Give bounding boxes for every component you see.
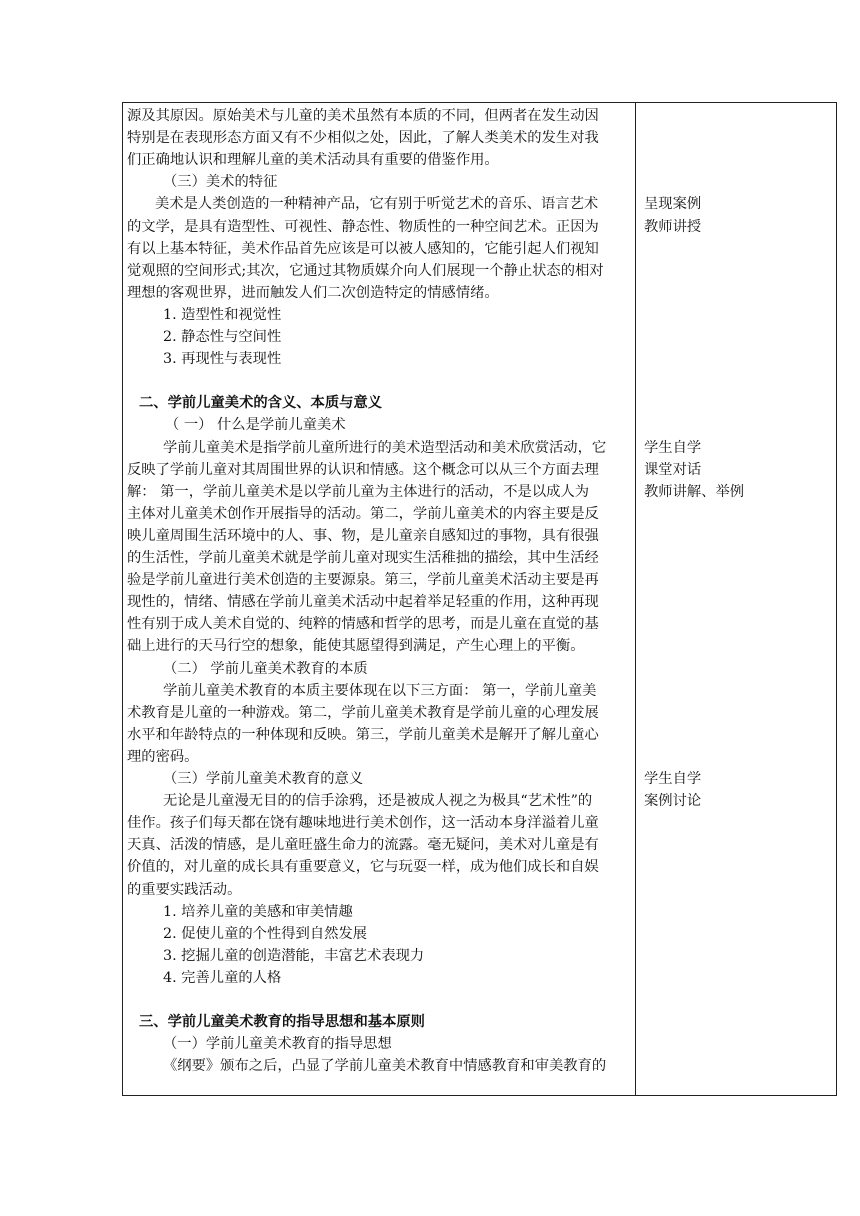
text-line: 美术是人类创造的一种精神产品，它有别于听觉艺术的音乐、语言艺术 [155, 196, 599, 213]
text-line: 现性的，情绪、情感在学前儿童美术活动中起着举足轻重的作用，这种再现 [127, 594, 599, 611]
text-line: 3. 挖掘儿童的创造潜能，丰富艺术表现力 [163, 947, 425, 964]
text-line: 理想的客观世界，进而触发人们二次创造特定的情感情绪。 [127, 284, 499, 301]
text-line: 的文学，是具有造型性、可视性、静态性、物质性的一种空间艺术。正因为 [127, 218, 599, 235]
text-line: 的重要实践活动。 [127, 881, 242, 898]
text-line: 学前儿童美术教育的本质主要体现在以下三方面： 第一，学前儿童美 [163, 682, 597, 699]
text-line: （二） 学前儿童美术教育的本质 [163, 660, 368, 677]
teaching-method-note: 学生自学 [644, 771, 702, 787]
text-line: （ 一） 什么是学前儿童美术 [165, 417, 346, 434]
section-heading: 三、学前儿童美术教育的指导思想和基本原则 [139, 1014, 425, 1031]
teaching-method-note: 教师讲授 [644, 218, 702, 235]
text-line: 4. 完善儿童的人格 [163, 969, 282, 986]
text-line: 主体对儿童美术创作开展指导的活动。第二，学前儿童美术的内容主要是反 [127, 505, 599, 522]
text-line: 础上进行的天马行空的想象，能使其愿望得到满足，产生心理上的平衡。 [127, 638, 585, 655]
text-line: 有以上基本特征，美术作品首先应该是可以被人感知的，它能引起人们视知 [127, 240, 599, 257]
section-heading: 二、学前儿童美术的含义、本质与意义 [139, 395, 383, 412]
teaching-method-note: 呈现案例 [644, 196, 702, 213]
text-line: 特别是在表现形态方面又有不少相似之处，因此，了解人类美术的发生对我 [127, 130, 599, 147]
text-line: （一）学前儿童美术教育的指导思想 [163, 1036, 392, 1053]
teaching-method-note: 学生自学 [644, 439, 702, 456]
text-line: 验是学前儿童进行美术创造的主要源泉。第三，学前儿童美术活动主要是再 [127, 572, 599, 589]
text-line: 源及其原因。原始美术与儿童的美术虽然有本质的不同，但两者在发生动因 [127, 108, 599, 124]
teaching-method-note: 案例讨论 [644, 793, 702, 810]
text-line: 无论是儿童漫无目的的信手涂鸦，还是被成人视之为极具“艺术性”的 [163, 793, 593, 810]
text-line: 们正确地认识和理解儿童的美术活动具有重要的借鉴作用。 [127, 152, 499, 169]
text-line: （三）学前儿童美术教育的意义 [163, 771, 364, 787]
text-line: 映儿童周围生活环境中的人、事、物，是儿童亲自感知过的事物，具有很强 [127, 527, 599, 544]
text-line: 解： 第一，学前儿童美术是以学前儿童为主体进行的活动，不是以成人为 [127, 483, 590, 500]
text-line: 反映了学前儿童对其周围世界的认识和情感。这个概念可以从三个方面去理 [127, 461, 599, 478]
text-line: 2. 促使儿童的个性得到自然发展 [163, 925, 368, 942]
text-line: 价值的，对儿童的成长具有重要意义，它与玩耍一样，成为他们成长和自娱 [127, 859, 599, 876]
text-line: 佳作。孩子们每天都在饶有趣味地进行美术创作，这一活动本身洋溢着儿童 [127, 815, 599, 832]
text-line: 术教育是儿童的一种游戏。第二，学前儿童美术教育是学前儿童的心理发展 [127, 704, 599, 721]
text-line: 天真、活泼的情感，是儿童旺盛生命力的流露。毫无疑问，美术对儿童是有 [127, 837, 599, 854]
text-line: 3. 再现性与表现性 [163, 351, 282, 368]
text-line: 1. 造型性和视觉性 [163, 306, 282, 323]
text-line: 2. 静态性与空间性 [163, 329, 282, 345]
text-line: 水平和年龄特点的一种体现和反映。第三，学前儿童美术是解开了解儿童心 [127, 726, 599, 743]
text-line: 1. 培养儿童的美感和审美情趣 [163, 903, 353, 920]
text-line: （三）美术的特征 [163, 174, 278, 191]
text-line: 学前儿童美术是指学前儿童所进行的美术造型活动和美术欣赏活动，它 [163, 439, 607, 456]
column-divider [635, 102, 636, 1096]
lesson-plan-table [122, 102, 860, 1098]
text-line: 的生活性，学前儿童美术就是学前儿童对现实生活稚拙的描绘，其中生活经 [127, 550, 599, 566]
teaching-method-note: 教师讲解、举例 [644, 483, 745, 500]
text-line: 觉观照的空间形式;其次，它通过其物质媒介向人们展现一个静止状态的相对 [127, 262, 604, 279]
text-line: 理的密码。 [127, 748, 199, 765]
text-line: 《纲要》颁布之后，凸显了学前儿童美术教育中情感教育和审美教育的 [163, 1058, 607, 1075]
teaching-method-note: 课堂对话 [644, 461, 702, 478]
text-line: 性有别于成人美术自觉的、纯粹的情感和哲学的思考，而是儿童在直觉的基 [127, 616, 599, 633]
